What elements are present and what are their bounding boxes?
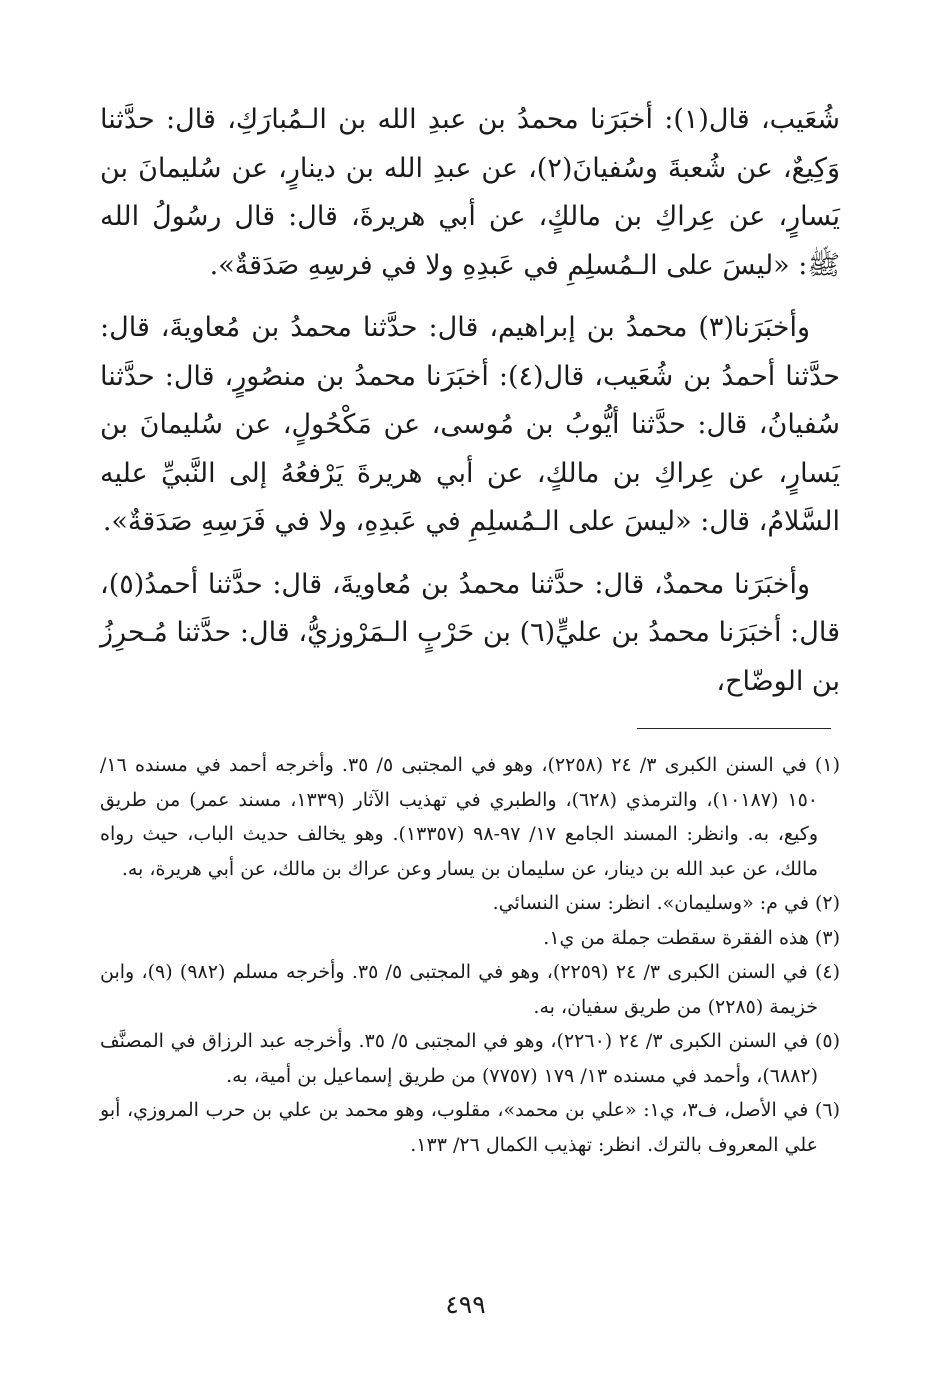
footnote-3: (٣) هذه الفقرة سقطت جملة من ي١. xyxy=(543,926,840,949)
paragraph-3: وأخبَرَنا محمدٌ، قال: حدَّثنا محمدُ بن مُعاويةَ، قال: حدَّثنا أحمدُ(٥)، قال: أخبَرَنا محمدُ بن عليٍّ(٦) بن حَرْبٍ الـمَرْوزيُّ، قال: حدَّثنا مُـحرِزُ بن الوضّاح، xyxy=(100,568,841,697)
footnote-2: (٢) في م: «وسليمان». انظر: سنن النسائي. xyxy=(492,892,840,914)
footnote-5: (٥) في السنن الكبرى ٣/ ٢٤ (٢٢٦٠)، وهو في المجتبى ٥/ ٣٥. وأخرجه عبد الرزاق في المصنَّف (٦٨٨٢)، وأحمد في مسنده ١٣/ ١٧٩ (٧٧٥٧) من طريق إسماعيل بن أمية، به. xyxy=(100,1030,840,1087)
footnote-6: (٦) في الأصل، ف٣، ي١: «علي بن محمد»، مقلوب، وهو محمد بن علي بن حرب المروزي، أبو علي المعروف بالترك. انظر: تهذيب الكمال ٢٦/ ١٣٣. xyxy=(100,1099,840,1156)
footnote-separator xyxy=(637,728,831,729)
paragraph-1: شُعَيب، قال(١): أخبَرَنا محمدُ بن عبدِ الله بن الـمُبارَكِ، قال: حدَّثنا وَكِيعٌ، عن شُعبةَ وسُفيانَ(٢)، عن عبدِ الله بن دينارٍ، عن سُليمانَ بن يَسارٍ، عن عِراكِ بن مالكٍ، عن أبي هريرةَ، قال: قال رسُولُ الله ﷺ: «ليسَ على الـمُسلِمِ في عَبدِهِ ولا في فرسِهِ صَدَقةٌ». xyxy=(100,104,840,281)
main-text xyxy=(100,96,840,706)
footnote-4: (٤) في السنن الكبرى ٣/ ٢٤ (٢٢٥٩)، وهو في المجتبى ٥/ ٣٥. وأخرجه مسلم (٩٨٢) (٩)، وابن خزيمة (٢٢٨٥) من طريق سفيان، به. xyxy=(100,961,840,1018)
page-number: ٤٩٩ xyxy=(445,1290,486,1319)
footnotes xyxy=(100,748,840,1162)
footnote-1: (١) في السنن الكبرى ٣/ ٢٤ (٢٢٥٨)، وهو في المجتبى ٥/ ٣٥. وأخرجه أحمد في مسنده ١٦/ ١٥٠ (١٠١٨٧)، والترمذي (٦٢٨)، والطبري في تهذيب الآثار (١٣٣٩، مسند عمر) من طريق وكيع، به. وانظر: المسند الجامع ١٧/ ٩٧-٩٨ (١٣٣٥٧). وهو يخالف حديث الباب، حيث رواه مالك، عن عبد الله بن دينار، عن سليمان بن يسار وعن عراك بن مالك، عن أبي هريرة، به. xyxy=(100,754,840,880)
paragraph-2: وأخبَرَنا(٣) محمدُ بن إبراهيم، قال: حدَّثنا محمدُ بن مُعاويةَ، قال: حدَّثنا أحمدُ بن شُعَيب، قال(٤): أخبَرَنا محمدُ بن منصُورٍ، قال: حدَّثنا سُفيانُ، قال: حدَّثنا أيُّوبُ بن مُوسى، عن مَكْحُولٍ، عن سُليمانَ بن يَسارٍ، عن عِراكِ بن مالكٍ، عن أبي هريرةَ يَرْفعُهُ إلى النَّبيِّ عليه السَّلامُ، قال: «ليسَ على الـمُسلِمِ في عَبدِهِ، ولا في فَرَسِهِ صَدَقةٌ». xyxy=(100,312,840,537)
